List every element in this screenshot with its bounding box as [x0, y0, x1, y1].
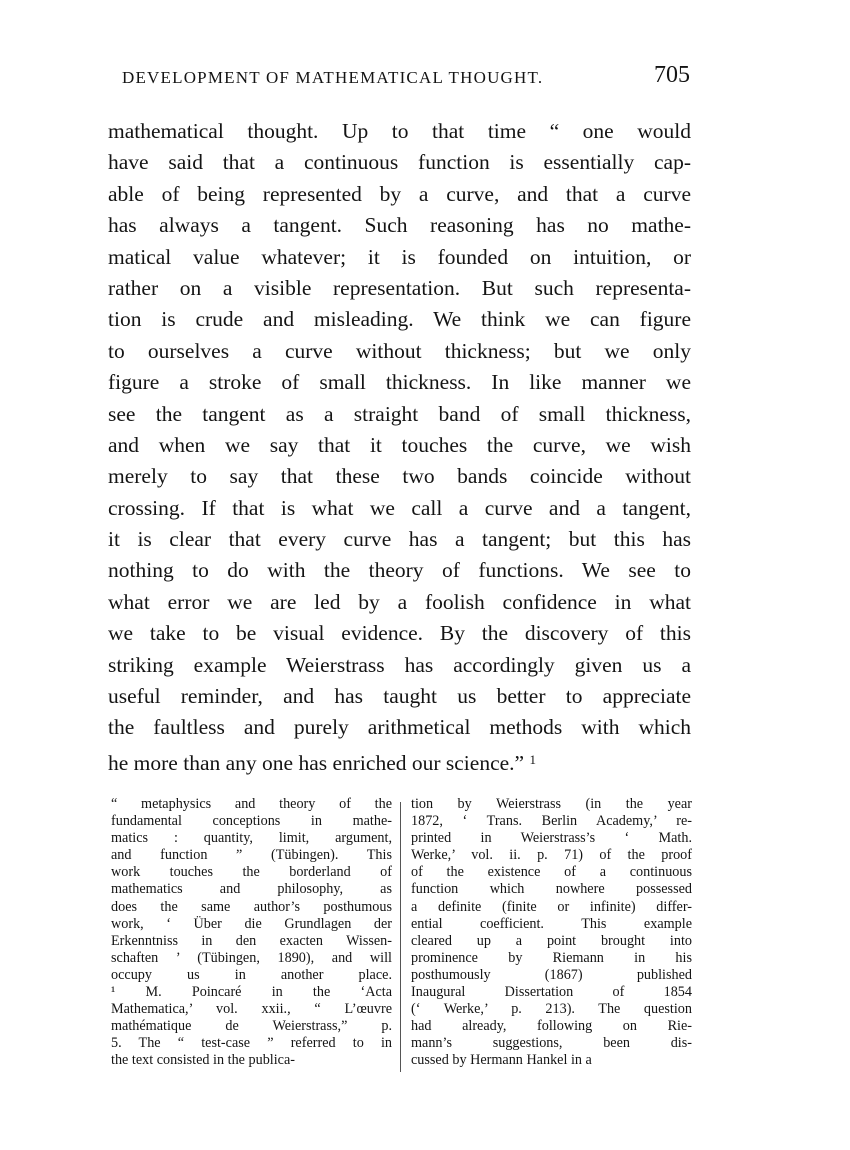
line-text: (‘ Werke,’ p. 213). The question	[411, 1001, 692, 1018]
text-line	[108, 399, 691, 430]
footnote-line	[411, 916, 692, 933]
line-text: function which nowhere possessed	[411, 881, 692, 898]
text-line	[108, 524, 691, 555]
line-text: cussed by Hermann Hankel in a	[411, 1052, 592, 1069]
text-line	[108, 147, 691, 178]
line-text: he more than any one has enriched our science.”	[108, 750, 525, 775]
footnote-line	[411, 1018, 692, 1035]
footnote-line	[411, 933, 692, 950]
footnote-line	[111, 984, 392, 1001]
text-line	[108, 242, 691, 273]
line-text: mathématique de Weierstrass,” p.	[111, 1018, 392, 1035]
line-text: cleared up a point brought into	[411, 932, 692, 949]
footnote-line	[411, 847, 692, 864]
footnote-line	[411, 881, 692, 898]
line-text: printed in Weierstrass’s ‘ Math.	[411, 830, 692, 847]
footnote-line	[111, 1052, 392, 1069]
page-number: 705	[654, 62, 690, 88]
text-line	[108, 712, 691, 743]
text-line	[108, 116, 691, 147]
line-text: tion by Weierstrass (in the year	[411, 796, 692, 812]
line-text: does the same author’s posthumous	[111, 898, 392, 915]
footnote-marker: 1	[529, 751, 536, 767]
running-header	[112, 62, 692, 92]
line-text: of the existence of a continuous	[411, 864, 692, 881]
footnote-line	[111, 950, 392, 967]
line-text: the faultless and purely arithmetical methods with which	[108, 715, 691, 740]
footnote-line	[111, 830, 392, 847]
line-text: has always a tangent. Such reasoning has no mathe-	[108, 213, 691, 238]
text-line	[108, 744, 691, 775]
footnote-line	[411, 1001, 692, 1018]
footnote-line	[111, 1018, 392, 1035]
line-text: schaften ’ (Tübingen, 1890), and will	[111, 949, 392, 966]
footnote-line	[111, 916, 392, 933]
line-text: ential coefficient. This example	[411, 915, 692, 932]
text-line	[108, 210, 691, 241]
line-text: ¹ M. Poincaré in the ‘Acta	[111, 984, 392, 1001]
line-text: matics : quantity, limit, argument,	[111, 830, 392, 847]
line-text: Erkenntniss in den exacten Wissen-	[111, 932, 392, 949]
line-text: occupy us in another place.	[111, 966, 392, 983]
footnote-line	[411, 950, 692, 967]
footnote-line	[111, 899, 392, 916]
line-text: “ metaphysics and theory of the	[111, 796, 392, 812]
footnote-column-right	[411, 796, 692, 1070]
line-text: able of being represented by a curve, and that a curve	[108, 181, 691, 206]
running-title: DEVELOPMENT OF MATHEMATICAL THOUGHT.	[122, 68, 544, 87]
line-text: merely to say that these two bands coincide without	[108, 464, 691, 489]
line-text: see the tangent as a straight band of small thickness,	[108, 401, 691, 426]
line-text: matical value whatever; it is founded on intuition, or	[108, 244, 691, 269]
text-line	[108, 493, 691, 524]
line-text: what error we are led by a foolish confidence in what	[108, 589, 691, 614]
line-text: work, ‘ Über die Grundlagen der	[111, 915, 392, 932]
text-line	[108, 555, 691, 586]
line-text: Werke,’ vol. ii. p. 71) of the proof	[411, 847, 692, 864]
line-text: mathematics and philosophy, as	[111, 881, 392, 898]
line-text: it is clear that every curve has a tangent; but this has	[108, 527, 691, 552]
line-text: crossing. If that is what we call a curve and a tangent,	[108, 495, 691, 520]
footnote-line	[411, 830, 692, 847]
footnote-line	[411, 813, 692, 830]
line-text: mathematical thought. Up to that time “ one would	[108, 119, 691, 143]
line-text: and function ” (Tübingen). This	[111, 847, 392, 864]
line-text: striking example Weierstrass has accordingly given us a	[108, 652, 691, 677]
line-text: fundamental conceptions in mathe-	[111, 813, 392, 830]
footnote-line	[411, 1052, 692, 1069]
text-line	[108, 273, 691, 304]
line-text: to ourselves a curve without thickness; but we only	[108, 338, 691, 363]
text-line	[108, 179, 691, 210]
footnote-line	[411, 1035, 692, 1052]
footnote-line	[111, 796, 392, 813]
text-line	[108, 587, 691, 618]
text-line	[108, 367, 691, 398]
line-text: work touches the borderland of	[111, 864, 392, 881]
line-text: tion is crude and misleading. We think we can figure	[108, 307, 691, 332]
text-line	[108, 336, 691, 367]
text-line	[108, 650, 691, 681]
text-line	[108, 430, 691, 461]
text-line	[108, 461, 691, 492]
footnote-line	[411, 796, 692, 813]
footnote-line	[411, 899, 692, 916]
footnote-line	[111, 813, 392, 830]
footnote-line	[411, 967, 692, 984]
footnote-line	[111, 1035, 392, 1052]
text-line	[108, 681, 691, 712]
line-text: the text consisted in the publica-	[111, 1052, 295, 1069]
line-text: a definite (finite or infinite) differ-	[411, 898, 692, 915]
line-text: we take to be visual evidence. By the discovery of this	[108, 621, 691, 646]
footnote-line	[111, 967, 392, 984]
line-text: mann’s suggestions, been dis-	[411, 1035, 692, 1052]
footnote-line	[111, 881, 392, 898]
line-text: have said that a continuous function is essentially cap-	[108, 150, 691, 175]
text-line	[108, 304, 691, 335]
line-text: had already, following on Rie-	[411, 1018, 692, 1035]
footnote-line	[411, 984, 692, 1001]
footnote-line	[411, 864, 692, 881]
line-text: nothing to do with the theory of functions. We see to	[108, 558, 691, 583]
line-text: posthumously (1867) published	[411, 966, 692, 983]
footnote-line	[111, 847, 392, 864]
text-line	[108, 618, 691, 649]
line-text: rather on a visible representation. But such representa-	[108, 275, 691, 300]
footnote-line	[111, 864, 392, 881]
line-text: Mathematica,’ vol. xxii., “ L’œuvre	[111, 1001, 392, 1018]
line-text: and when we say that it touches the curve, we wish	[108, 432, 691, 457]
footnote-line	[111, 1001, 392, 1018]
line-text: prominence by Riemann in his	[411, 949, 692, 966]
line-text: 5. The “ test-case ” referred to in	[111, 1035, 392, 1052]
main-text	[108, 116, 691, 775]
footnote-line	[111, 933, 392, 950]
line-text: Inaugural Dissertation of 1854	[411, 984, 692, 1001]
line-text: useful reminder, and has taught us better to appreciate	[108, 684, 691, 709]
line-text: figure a stroke of small thickness. In like manner we	[108, 370, 691, 395]
footnote-column-left	[111, 796, 392, 1070]
column-divider	[400, 802, 401, 1072]
line-text: 1872, ‘ Trans. Berlin Academy,’ re-	[411, 813, 692, 830]
footnotes	[111, 796, 691, 1096]
